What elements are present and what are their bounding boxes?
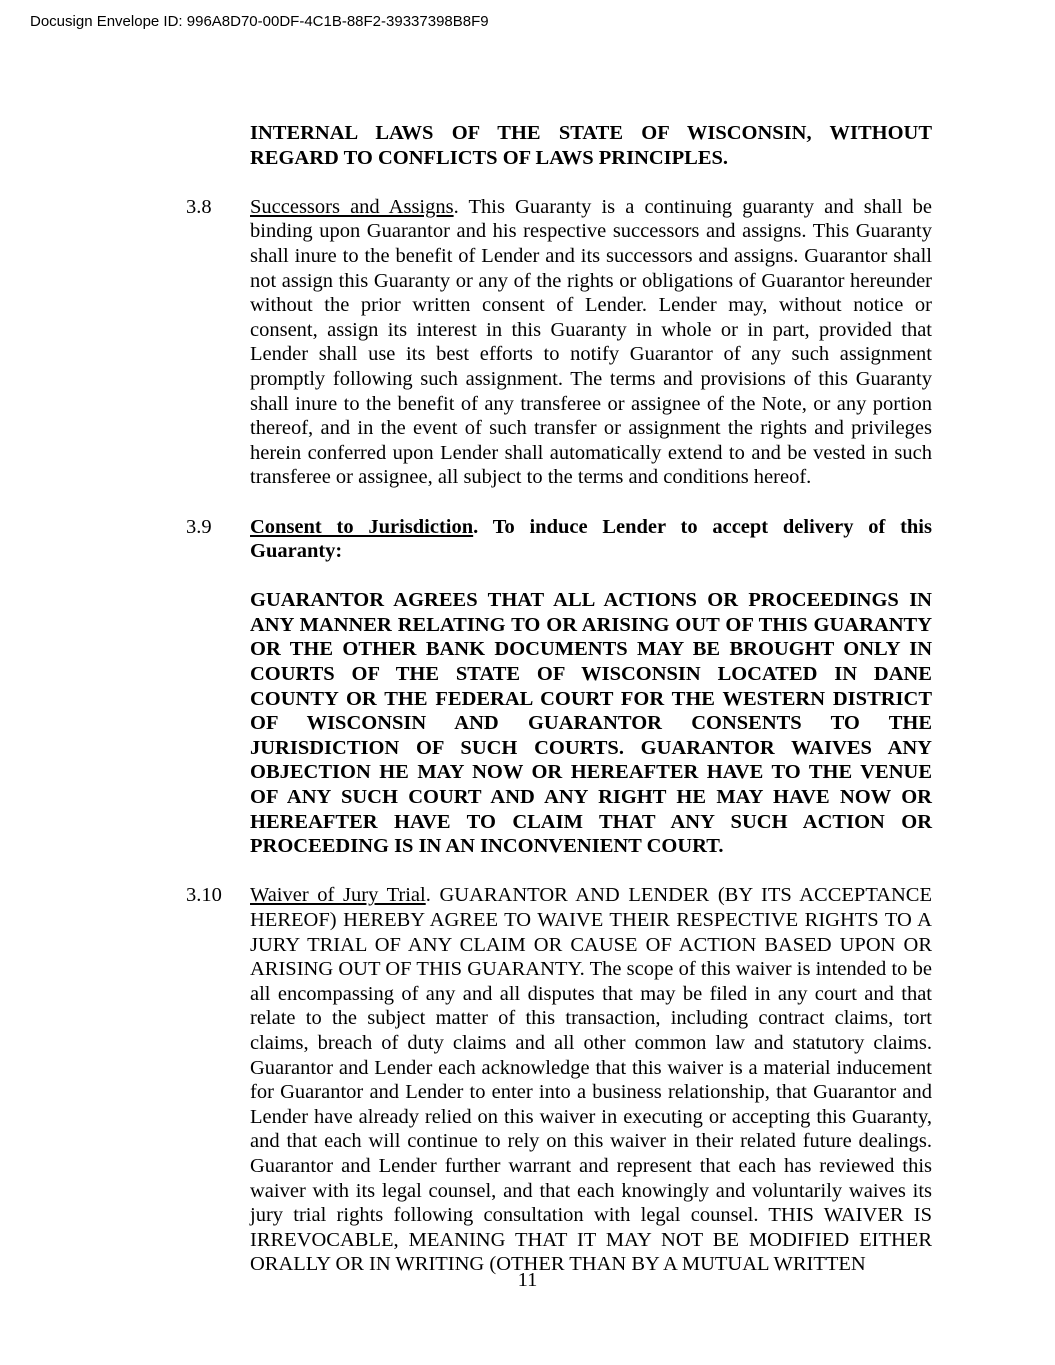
section-number: 3.10 — [186, 884, 222, 907]
docusign-envelope-id: Docusign Envelope ID: 996A8D70-00DF-4C1B-88F2-39337398B8F9 — [30, 13, 489, 30]
section-heading: Waiver of Jury Trial — [250, 884, 426, 907]
section-number: 3.8 — [186, 195, 212, 218]
section-paragraph — [250, 195, 932, 490]
section-heading: Successors and Assigns — [250, 195, 454, 218]
section-heading-suffix: . — [425, 884, 440, 907]
section-heading: Consent to Jurisdiction — [250, 515, 474, 538]
section-successors-and-assigns — [124, 195, 932, 490]
section-paragraph — [250, 515, 932, 564]
section-consent-to-jurisdiction — [124, 515, 932, 859]
governing-law-clause: INTERNAL LAWS OF THE STATE OF WISCONSIN, WITHOUT REGARD TO CONFLICTS OF LAWS PRINCIPLES. — [250, 122, 932, 169]
section-paragraph — [250, 883, 932, 1277]
section-waiver-of-jury-trial — [124, 883, 932, 1277]
page-number: 11 — [517, 1269, 538, 1291]
document-content — [124, 121, 932, 1302]
section-body-text: To induce Lender to accept delivery of this Guaranty: — [250, 515, 932, 563]
section-body-text: This Guaranty is a continuing guaranty and shall be binding upon Guarantor and his respective successors and assigns. This Guaranty shall inure to the benefit of Lender and its successors and assigns. Guarantor shall not assign this Guaranty or any of the rights or obligations of Guarantor hereunder without the prior written consent of Lender. Lender may, without notice or consent, assign its interest in this Guaranty in whole or in part, provided that Lender shall use its best efforts to notify Guarantor of any such assignment promptly following such assignment. The terms and provisions of this Guaranty shall inure to the benefit of any transferee or assignee of the Note, or any portion thereof, and in the event of such transfer or assignment the rights and privileges herein conferred upon Lender shall automatically extend to and be vested in such transferee or assignee, all subject to the terms and conditions hereof. — [250, 195, 932, 489]
section-body-text: GUARANTOR AND LENDER (BY ITS ACCEPTANCE HEREOF) HEREBY AGREE TO WAIVE THEIR RESPECTIVE RIGHTS TO A JURY TRIAL OF ANY CLAIM OR CAUSE OF ACTION BASED UPON OR ARISING OUT OF THIS GUARANTY. The scope of this waiver is intended to be all encompassing of any and all disputes that may be filed in any court and that relate to the subject matter of this transaction, including contract claims, tort claims, breach of duty claims and all other common law and statutory claims. Guarantor and Lender each acknowledge that this waiver is a material inducement for Guarantor and Lender to enter into a business relationship, that Guarantor and Lender have already relied on this waiver in executing or accepting this Guaranty, and that each will continue to rely on this waiver in their related future dealings. Guarantor and Lender further warrant and represent that each has reviewed this waiver with its legal counsel, and that each knowingly and voluntarily waives its jury trial rights following consultation with legal counsel. THIS WAIVER IS IRREVOCABLE, MEANING THAT IT MAY NOT BE MODIFIED EITHER ORALLY OR IN WRITING (OTHER THAN BY A MUTUAL WRITTEN — [250, 884, 932, 1276]
jurisdiction-caps-paragraph: GUARANTOR AGREES THAT ALL ACTIONS OR PROCEEDINGS IN ANY MANNER RELATING TO OR ARISING OUT OF THIS GUARANTY OR THE OTHER BANK DOCUMENTS MAY BE BROUGHT ONLY IN COURTS OF THE STATE OF WISCONSIN LOCATED IN DANE COUNTY OR THE FEDERAL COURT FOR THE WESTERN DISTRICT OF WISCONSIN AND GUARANTOR CONSENTS TO THE JURISDICTION OF SUCH COURTS. GUARANTOR WAIVES ANY OBJECTION HE MAY NOW OR HEREAFTER HAVE TO THE VENUE OF ANY SUCH COURT AND ANY RIGHT HE MAY HAVE NOW OR HEREAFTER HAVE TO CLAIM THAT ANY SUCH ACTION OR PROCEEDING IS IN AN INCONVENIENT COURT. — [250, 589, 932, 858]
section-heading-suffix: . — [473, 515, 493, 538]
section-heading-suffix: . — [453, 195, 469, 218]
section-number: 3.9 — [186, 515, 212, 538]
